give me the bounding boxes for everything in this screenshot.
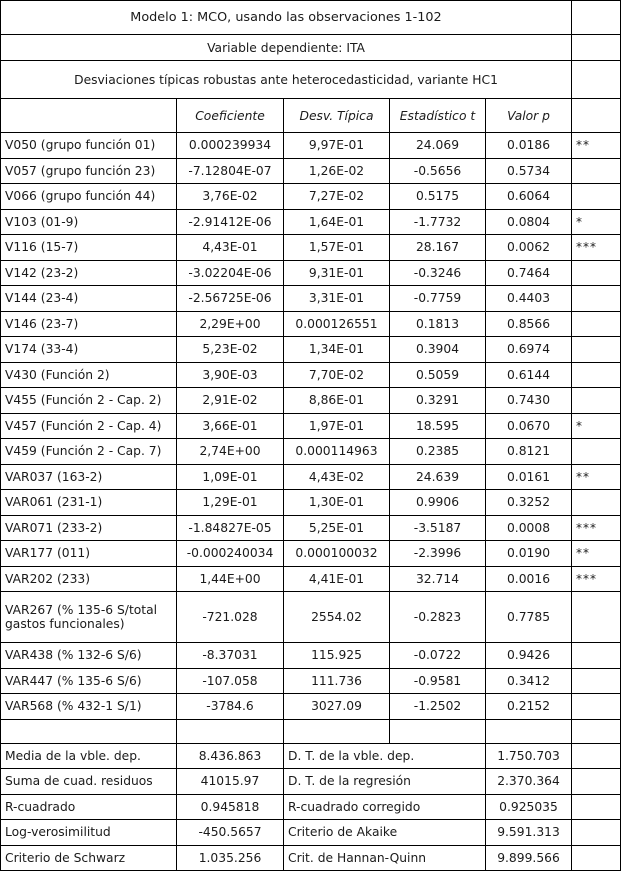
std-error: 2554.02 [284, 592, 390, 643]
std-error: 0.000100032 [284, 541, 390, 567]
summary-row [1, 743, 621, 769]
p-value: 0.8121 [486, 439, 572, 465]
table-row [1, 668, 621, 694]
table-row [1, 286, 621, 312]
std-error: 0.000114963 [284, 439, 390, 465]
table-row [1, 388, 621, 414]
dependent-variable-row [1, 35, 621, 61]
t-statistic: -0.7759 [390, 286, 486, 312]
variable-name: V116 (15-7) [1, 235, 177, 261]
variable-name: V430 (Función 2) [1, 362, 177, 388]
significance-stars [572, 362, 621, 388]
t-statistic: 0.5059 [390, 362, 486, 388]
t-statistic: 24.069 [390, 133, 486, 159]
significance-stars [572, 388, 621, 414]
significance-stars: *** [572, 235, 621, 261]
empty-cell [390, 719, 486, 743]
significance-stars [572, 260, 621, 286]
header-significance [572, 99, 621, 133]
p-value: 0.0190 [486, 541, 572, 567]
variable-name: VAR071 (233-2) [1, 515, 177, 541]
t-statistic: 32.714 [390, 566, 486, 592]
variable-name: VAR568 (% 432-1 S/1) [1, 694, 177, 720]
t-statistic: -0.2823 [390, 592, 486, 643]
table-row [1, 694, 621, 720]
summary-value-left: 41015.97 [177, 769, 284, 795]
table-row [1, 464, 621, 490]
p-value: 0.4403 [486, 286, 572, 312]
table-row [1, 311, 621, 337]
table-row [1, 541, 621, 567]
t-statistic: -2.3996 [390, 541, 486, 567]
p-value: 0.5734 [486, 158, 572, 184]
p-value: 0.7464 [486, 260, 572, 286]
p-value: 0.6064 [486, 184, 572, 210]
summary-label-left: R-cuadrado [1, 794, 177, 820]
std-error: 4,41E-01 [284, 566, 390, 592]
std-error: 1,34E-01 [284, 337, 390, 363]
title-row [1, 1, 621, 35]
header-t-statistic: Estadístico t [390, 99, 486, 133]
summary-value-right: 9.591.313 [486, 820, 572, 846]
header-row [1, 99, 621, 133]
std-error: 111.736 [284, 668, 390, 694]
std-error: 1,30E-01 [284, 490, 390, 516]
table-row [1, 439, 621, 465]
t-statistic: -0.0722 [390, 643, 486, 669]
header-coefficient: Coeficiente [177, 99, 284, 133]
summary-label-right: Crit. de Hannan-Quinn [284, 845, 486, 871]
significance-stars [572, 184, 621, 210]
dependent-variable: Variable dependiente: ITA [1, 35, 572, 61]
significance-stars [572, 158, 621, 184]
summary-label-right: Criterio de Akaike [284, 820, 486, 846]
coefficient: -3.02204E-06 [177, 260, 284, 286]
summary-value-left: 0.945818 [177, 794, 284, 820]
std-error: 5,25E-01 [284, 515, 390, 541]
table-row [1, 209, 621, 235]
t-statistic: -0.5656 [390, 158, 486, 184]
p-value: 0.0016 [486, 566, 572, 592]
std-error: 1,57E-01 [284, 235, 390, 261]
significance-stars [572, 643, 621, 669]
summary-label-left: Suma de cuad. residuos [1, 769, 177, 795]
t-statistic: 0.3291 [390, 388, 486, 414]
p-value: 0.0804 [486, 209, 572, 235]
p-value: 0.6144 [486, 362, 572, 388]
coefficient: 2,74E+00 [177, 439, 284, 465]
significance-stars [572, 311, 621, 337]
t-statistic: 28.167 [390, 235, 486, 261]
variable-name: V146 (23-7) [1, 311, 177, 337]
std-error: 1,26E-02 [284, 158, 390, 184]
significance-stars [572, 668, 621, 694]
empty-cell [572, 743, 621, 769]
separator-row [1, 719, 621, 743]
coefficient: 2,91E-02 [177, 388, 284, 414]
summary-value-right: 1.750.703 [486, 743, 572, 769]
coefficient: 5,23E-02 [177, 337, 284, 363]
t-statistic: 0.9906 [390, 490, 486, 516]
variable-name: V103 (01-9) [1, 209, 177, 235]
coefficient: -1.84827E-05 [177, 515, 284, 541]
variable-name: V066 (grupo función 44) [1, 184, 177, 210]
header-std-error: Desv. Típica [284, 99, 390, 133]
empty-cell [572, 1, 621, 35]
coefficient: -2.91412E-06 [177, 209, 284, 235]
significance-stars: * [572, 209, 621, 235]
table-row [1, 337, 621, 363]
significance-stars: * [572, 413, 621, 439]
table-row [1, 413, 621, 439]
empty-cell [572, 61, 621, 99]
t-statistic: 0.1813 [390, 311, 486, 337]
coefficient: 4,43E-01 [177, 235, 284, 261]
coefficient: 2,29E+00 [177, 311, 284, 337]
t-statistic: -0.3246 [390, 260, 486, 286]
summary-row [1, 820, 621, 846]
empty-cell [572, 769, 621, 795]
table-row [1, 490, 621, 516]
t-statistic: -1.2502 [390, 694, 486, 720]
variable-name: V457 (Función 2 - Cap. 4) [1, 413, 177, 439]
variable-name: VAR267 (% 135-6 S/total gastos funcionales) [1, 592, 177, 643]
empty-cell [572, 719, 621, 743]
p-value: 0.0161 [486, 464, 572, 490]
table-row [1, 235, 621, 261]
significance-stars [572, 592, 621, 643]
coefficient: -107.058 [177, 668, 284, 694]
coefficient: -7.12804E-07 [177, 158, 284, 184]
table-row [1, 158, 621, 184]
coefficient: 1,09E-01 [177, 464, 284, 490]
p-value: 0.3252 [486, 490, 572, 516]
variable-name: VAR061 (231-1) [1, 490, 177, 516]
std-error: 7,70E-02 [284, 362, 390, 388]
significance-stars [572, 490, 621, 516]
variable-name: V050 (grupo función 01) [1, 133, 177, 159]
std-error: 3027.09 [284, 694, 390, 720]
t-statistic: 0.3904 [390, 337, 486, 363]
p-value: 0.2152 [486, 694, 572, 720]
empty-cell [572, 35, 621, 61]
variable-name: V057 (grupo función 23) [1, 158, 177, 184]
p-value: 0.0670 [486, 413, 572, 439]
summary-label-left: Log-verosimilitud [1, 820, 177, 846]
variable-name: V144 (23-4) [1, 286, 177, 312]
std-error: 115.925 [284, 643, 390, 669]
model-title: Modelo 1: MCO, usando las observaciones 1-102 [1, 1, 572, 35]
t-statistic: -3.5187 [390, 515, 486, 541]
p-value: 0.0008 [486, 515, 572, 541]
significance-stars [572, 439, 621, 465]
std-error: 1,64E-01 [284, 209, 390, 235]
summary-label-right: R-cuadrado corregido [284, 794, 486, 820]
summary-row [1, 794, 621, 820]
std-errors-note-row [1, 61, 621, 99]
variable-name: V455 (Función 2 - Cap. 2) [1, 388, 177, 414]
p-value: 0.7430 [486, 388, 572, 414]
t-statistic: 0.5175 [390, 184, 486, 210]
summary-label-left: Media de la vble. dep. [1, 743, 177, 769]
table-row [1, 515, 621, 541]
significance-stars [572, 286, 621, 312]
std-error: 8,86E-01 [284, 388, 390, 414]
summary-value-right: 2.370.364 [486, 769, 572, 795]
variable-name: V174 (33-4) [1, 337, 177, 363]
variable-name: V459 (Función 2 - Cap. 7) [1, 439, 177, 465]
coefficient: 3,90E-03 [177, 362, 284, 388]
coefficient: 1,29E-01 [177, 490, 284, 516]
coefficient: -721.028 [177, 592, 284, 643]
empty-cell [177, 719, 284, 743]
significance-stars: *** [572, 515, 621, 541]
std-errors-note: Desviaciones típicas robustas ante heterocedasticidad, variante HC1 [1, 61, 572, 99]
significance-stars: ** [572, 133, 621, 159]
t-statistic: -0.9581 [390, 668, 486, 694]
table-row [1, 133, 621, 159]
coefficient: 3,66E-01 [177, 413, 284, 439]
summary-row [1, 845, 621, 871]
significance-stars [572, 694, 621, 720]
std-error: 4,43E-02 [284, 464, 390, 490]
std-error: 9,31E-01 [284, 260, 390, 286]
coefficient: 1,44E+00 [177, 566, 284, 592]
t-statistic: -1.7732 [390, 209, 486, 235]
variable-name: VAR177 (011) [1, 541, 177, 567]
table-row [1, 184, 621, 210]
table-row [1, 362, 621, 388]
coefficient: -0.000240034 [177, 541, 284, 567]
summary-label-left: Criterio de Schwarz [1, 845, 177, 871]
variable-name: VAR037 (163-2) [1, 464, 177, 490]
empty-cell [572, 820, 621, 846]
variable-name: V142 (23-2) [1, 260, 177, 286]
summary-label-right: D. T. de la regresión [284, 769, 486, 795]
table-row [1, 643, 621, 669]
t-statistic: 0.2385 [390, 439, 486, 465]
std-error: 9,97E-01 [284, 133, 390, 159]
empty-cell [284, 719, 390, 743]
p-value: 0.3412 [486, 668, 572, 694]
coefficient: -2.56725E-06 [177, 286, 284, 312]
significance-stars: ** [572, 464, 621, 490]
summary-value-left: 8.436.863 [177, 743, 284, 769]
empty-cell [1, 719, 177, 743]
t-statistic: 24.639 [390, 464, 486, 490]
significance-stars [572, 337, 621, 363]
empty-cell [572, 794, 621, 820]
std-error: 3,31E-01 [284, 286, 390, 312]
empty-cell [572, 845, 621, 871]
coefficient: 3,76E-02 [177, 184, 284, 210]
p-value: 0.9426 [486, 643, 572, 669]
p-value: 0.0062 [486, 235, 572, 261]
coefficient: -3784.6 [177, 694, 284, 720]
table-row [1, 260, 621, 286]
std-error: 7,27E-02 [284, 184, 390, 210]
summary-value-left: 1.035.256 [177, 845, 284, 871]
table-row [1, 566, 621, 592]
std-error: 1,97E-01 [284, 413, 390, 439]
variable-name: VAR447 (% 135-6 S/6) [1, 668, 177, 694]
summary-value-right: 0.925035 [486, 794, 572, 820]
variable-name: VAR202 (233) [1, 566, 177, 592]
variable-name: VAR438 (% 132-6 S/6) [1, 643, 177, 669]
coefficient: 0.000239934 [177, 133, 284, 159]
summary-value-left: -450.5657 [177, 820, 284, 846]
coefficient: -8.37031 [177, 643, 284, 669]
table-row [1, 592, 621, 643]
t-statistic: 18.595 [390, 413, 486, 439]
std-error: 0.000126551 [284, 311, 390, 337]
significance-stars: *** [572, 566, 621, 592]
empty-cell [486, 719, 572, 743]
p-value: 0.8566 [486, 311, 572, 337]
summary-row [1, 769, 621, 795]
header-variable [1, 99, 177, 133]
summary-value-right: 9.899.566 [486, 845, 572, 871]
header-p-value: Valor p [486, 99, 572, 133]
p-value: 0.7785 [486, 592, 572, 643]
p-value: 0.0186 [486, 133, 572, 159]
summary-label-right: D. T. de la vble. dep. [284, 743, 486, 769]
p-value: 0.6974 [486, 337, 572, 363]
significance-stars: ** [572, 541, 621, 567]
